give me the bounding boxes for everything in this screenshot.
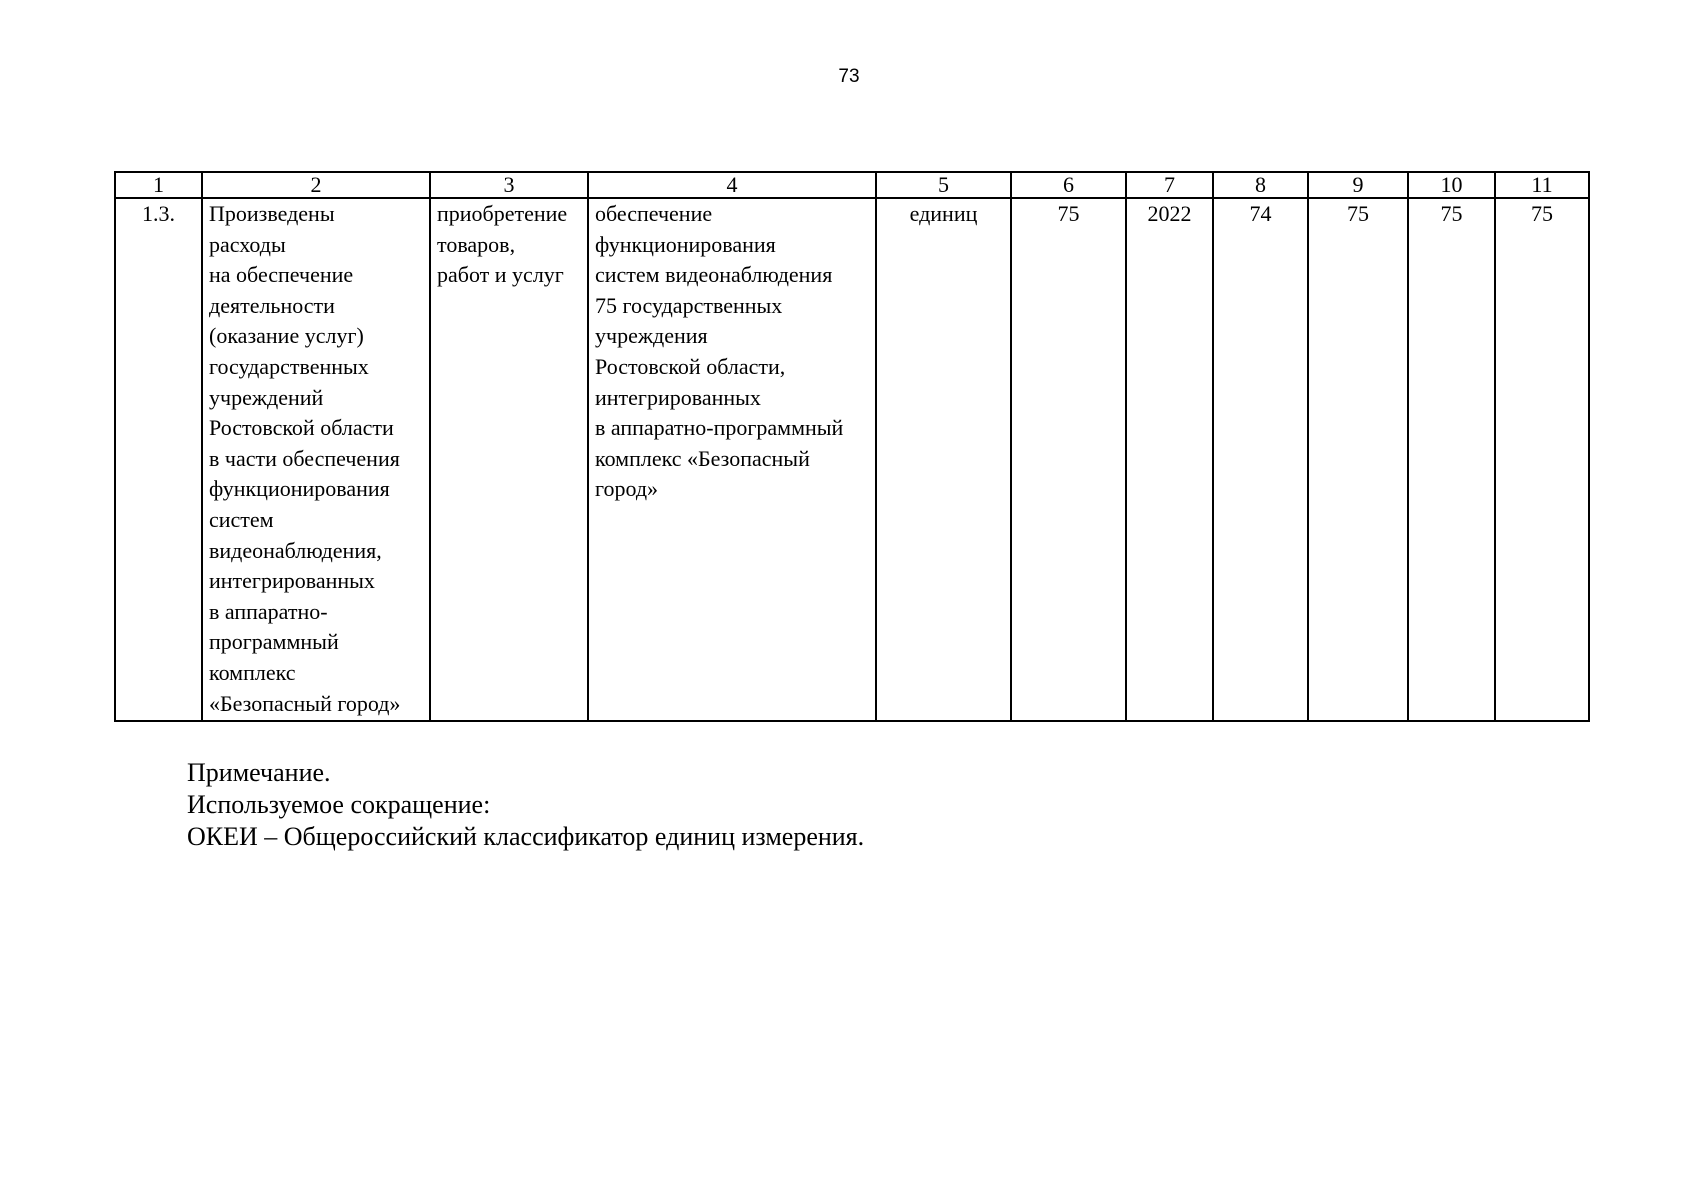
text-line: приобретение	[437, 201, 568, 226]
text-line: государственных	[209, 353, 369, 379]
note-text: ОКЕИ – Общероссийский классификатор единиц измерения.	[187, 822, 865, 851]
text-line: систем	[209, 506, 274, 532]
text-line: комплекс «Безопасный	[595, 445, 810, 471]
unit-cell: единиц	[876, 198, 1011, 721]
text-line: Ростовской области	[209, 415, 394, 441]
note-title: Примечание.	[187, 758, 331, 787]
text-line: «Безопасный город»	[209, 690, 401, 716]
header-cell-9: 9	[1308, 172, 1408, 198]
header-cell-6: 6	[1011, 172, 1126, 198]
text-line: интегрированных	[209, 568, 375, 594]
row-number: 1.3.	[115, 198, 202, 721]
base-value-cell: 75	[1011, 198, 1126, 721]
text-line: в части обеспечения	[209, 445, 400, 471]
text-line: функционирования	[595, 231, 776, 257]
page-number: 73	[838, 66, 860, 87]
text-line: 75 государственных	[595, 292, 783, 318]
header-cell-3: 3	[430, 172, 588, 198]
value-cell-9: 75	[1308, 198, 1408, 721]
header-cell-11: 11	[1495, 172, 1589, 198]
expense-name-cell	[202, 198, 430, 721]
table-row	[115, 198, 1589, 721]
text-line: функционирования	[209, 476, 390, 502]
header-cell-10: 10	[1408, 172, 1495, 198]
text-line: деятельности	[209, 292, 335, 318]
text-line: в аппаратно-	[209, 598, 328, 624]
text-line: расходы	[209, 231, 286, 257]
value-cell-8: 74	[1213, 198, 1308, 721]
header-cell-1: 1	[115, 172, 202, 198]
text-line: интегрированных	[595, 384, 761, 410]
header-cell-4: 4	[588, 172, 876, 198]
header-cell-8: 8	[1213, 172, 1308, 198]
note-subtitle: Используемое сокращение:	[187, 790, 491, 819]
text-line: Ростовской области,	[595, 353, 786, 379]
note-block	[187, 757, 864, 853]
header-cell-7: 7	[1126, 172, 1213, 198]
indicator-table	[114, 171, 1590, 722]
value-cell-11: 75	[1495, 198, 1589, 721]
expense-type-cell	[430, 198, 588, 721]
base-year-cell: 2022	[1126, 198, 1213, 721]
text-line: в аппаратно-программный	[595, 415, 844, 441]
result-cell	[588, 198, 876, 721]
header-cell-5: 5	[876, 172, 1011, 198]
text-line: учреждений	[209, 384, 324, 410]
text-line: учреждения	[595, 323, 708, 349]
text-line: комплекс	[209, 659, 296, 685]
text-line: программный	[209, 629, 339, 655]
header-cell-2: 2	[202, 172, 430, 198]
text-line: видеонаблюдения,	[209, 537, 382, 563]
text-line: обеспечение	[595, 201, 713, 226]
text-line: работ и услуг	[437, 262, 564, 288]
text-line: город»	[595, 476, 659, 502]
header-row	[115, 172, 1589, 198]
text-line: на обеспечение	[209, 262, 354, 288]
text-line: Произведены	[209, 201, 335, 226]
text-line: систем видеонаблюдения	[595, 262, 833, 288]
text-line: (оказание услуг)	[209, 323, 364, 349]
value-cell-10: 75	[1408, 198, 1495, 721]
text-line: товаров,	[437, 231, 516, 257]
